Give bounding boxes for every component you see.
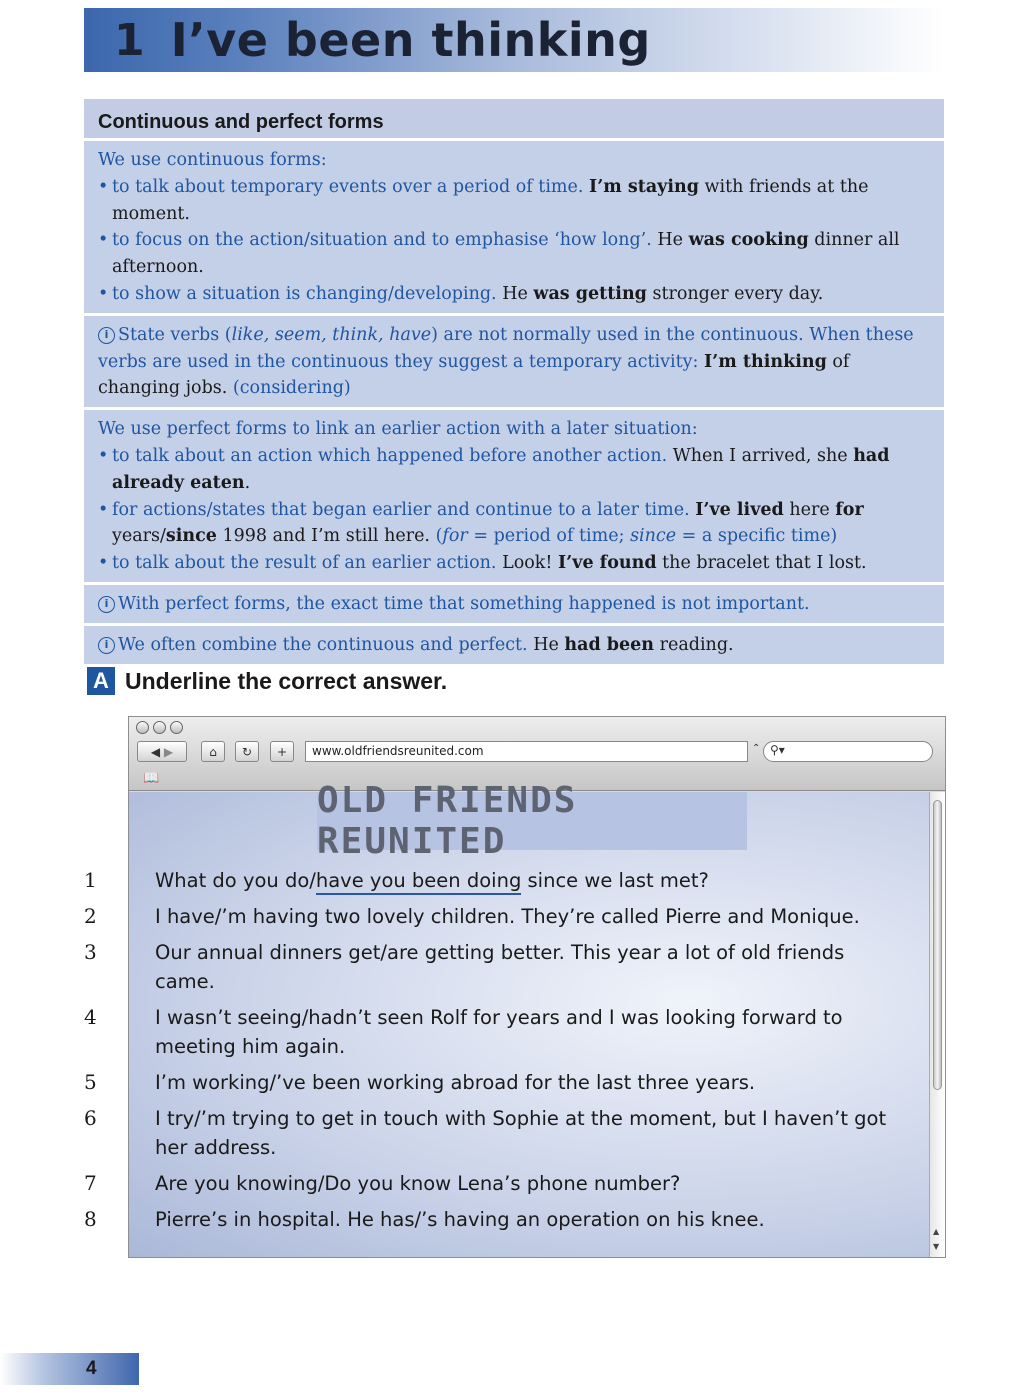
page-number: 4 xyxy=(86,1358,97,1379)
bullet-dot: • xyxy=(98,445,109,466)
home-button[interactable] xyxy=(201,741,225,762)
grammar-heading-row xyxy=(84,99,944,141)
bullet-dot: • xyxy=(98,499,109,520)
item-number: 7 xyxy=(84,1171,97,1195)
perfect-bullet-3: • to talk about the result of an earlier action. Look! I’ve found the bracelet that I lost. xyxy=(98,550,930,577)
item-sentence[interactable]: Our annual dinners get/are getting better. This year a lot of old friends came. xyxy=(155,941,845,993)
bullet-dot: • xyxy=(98,283,109,304)
state-verbs-note: i State verbs (like, seem, think, have) are not normally used in the continuous. When these verbs are used in the continuous they suggest a temporary activity: I’m thinking of changing jobs. (considering) xyxy=(84,316,944,410)
site-logo xyxy=(317,780,747,862)
back-arrow-icon[interactable]: ◀ xyxy=(150,744,161,759)
exercise-header xyxy=(87,667,447,695)
exercise-item-4 xyxy=(84,1003,914,1061)
item-number: 1 xyxy=(84,868,97,892)
perfect-bullet-1: • to talk about an action which happened before another action. When I arrived, she had already eaten. xyxy=(98,443,930,497)
bullet-dot: • xyxy=(98,176,109,197)
item-sentence[interactable]: Are you knowing/Do you know Lena’s phone number? xyxy=(155,1172,681,1195)
exercise-item-7 xyxy=(84,1169,914,1198)
exercise-item-1 xyxy=(84,866,914,895)
continuous-bullet-3: • to show a situation is changing/developing. He was getting stronger every day. xyxy=(98,281,930,308)
scrollbar-thumb[interactable] xyxy=(933,800,942,1090)
continuous-intro: We use continuous forms: xyxy=(98,150,327,170)
exercise-item-2 xyxy=(84,902,914,931)
item-sentence[interactable]: I wasn’t seeing/hadn’t seen Rolf for years and I was looking forward to meeting him again. xyxy=(155,1006,843,1058)
exercise-items xyxy=(84,866,914,1241)
item-number: 2 xyxy=(84,904,97,928)
bullet-dot: • xyxy=(98,230,109,251)
perfect-section xyxy=(84,410,944,585)
exercise-letter-badge: A xyxy=(87,667,115,695)
item-number: 6 xyxy=(84,1106,97,1130)
exercise-instruction: Underline the correct answer. xyxy=(125,667,448,694)
item-sentence[interactable]: I try/’m trying to get in touch with Sophie at the moment, but I haven’t got her address. xyxy=(155,1107,887,1159)
item-sentence[interactable]: Pierre’s in hospital. He has/’s having an operation on his knee. xyxy=(155,1208,765,1231)
info-icon: i xyxy=(98,637,115,654)
vertical-scrollbar[interactable] xyxy=(929,792,945,1257)
close-window-button[interactable] xyxy=(136,721,149,734)
exercise-item-8 xyxy=(84,1205,914,1234)
scroll-up-arrow-icon[interactable]: ▲ xyxy=(933,1227,940,1236)
item-number: 8 xyxy=(84,1207,97,1231)
window-controls xyxy=(136,721,183,734)
exercise-item-5 xyxy=(84,1068,914,1097)
perfect-bullet-2: • for actions/states that began earlier and continue to a later time. I’ve lived here for years/since 1998 and I’m still here. (for = period of time; since = a specific time) xyxy=(98,497,930,551)
item-sentence[interactable]: I have/’m having two lovely children. They’re called Pierre and Monique. xyxy=(155,905,860,928)
bullet-dot: • xyxy=(98,553,109,574)
magnifier-icon: ⚲▾ xyxy=(770,743,785,757)
home-icon: ⌂ xyxy=(209,744,217,759)
page-number-tab xyxy=(0,1353,139,1385)
site-title: OLD FRIENDS REUNITED xyxy=(317,780,578,862)
plus-icon: + xyxy=(276,744,288,759)
info-icon: i xyxy=(98,327,115,344)
continuous-section xyxy=(84,141,944,316)
bookmarks-book-icon[interactable]: 📖 xyxy=(143,771,160,786)
url-dropdown-icon[interactable]: ⌃ xyxy=(752,743,761,754)
continuous-bullet-2: • to focus on the action/situation and to emphasise ‘how long’. He was cooking dinner all afternoon. xyxy=(98,227,930,281)
unit-number: 1 xyxy=(114,14,145,66)
reload-icon: ↻ xyxy=(241,744,253,759)
info-icon: i xyxy=(98,596,115,613)
continuous-bullet-1: • to talk about temporary events over a period of time. I’m staying with friends at the moment. xyxy=(98,174,930,228)
combine-note: i We often combine the continuous and perfect. He had been reading. xyxy=(84,626,944,667)
scroll-down-arrow-icon[interactable]: ▼ xyxy=(933,1242,940,1251)
reload-button[interactable] xyxy=(235,741,259,762)
item-number: 5 xyxy=(84,1070,97,1094)
perfect-time-note: i With perfect forms, the exact time that something happened is not important. xyxy=(84,585,944,626)
back-forward-buttons[interactable] xyxy=(137,741,187,762)
exercise-item-3 xyxy=(84,938,914,996)
address-bar[interactable]: www.oldfriendsreunited.com xyxy=(305,741,748,762)
search-field[interactable] xyxy=(763,741,933,762)
grammar-heading: Continuous and perfect forms xyxy=(98,111,384,133)
add-bookmark-button[interactable] xyxy=(270,741,294,762)
grammar-box xyxy=(84,99,944,667)
item-sentence[interactable]: What do you do/have you been doing since we last met? xyxy=(155,866,914,895)
item-number: 3 xyxy=(84,940,97,964)
zoom-window-button[interactable] xyxy=(170,721,183,734)
item-number: 4 xyxy=(84,1005,97,1029)
item-sentence[interactable]: I’m working/’ve been working abroad for the last three years. xyxy=(155,1071,756,1094)
unit-title: I’ve been thinking xyxy=(170,13,651,67)
unit-title-banner xyxy=(84,8,944,72)
underlined-answer[interactable]: have you been doing xyxy=(316,869,521,895)
exercise-item-6 xyxy=(84,1104,914,1162)
forward-arrow-icon[interactable]: ▶ xyxy=(163,744,174,759)
perfect-intro: We use perfect forms to link an earlier action with a later situation: xyxy=(98,419,698,440)
minimize-window-button[interactable] xyxy=(153,721,166,734)
